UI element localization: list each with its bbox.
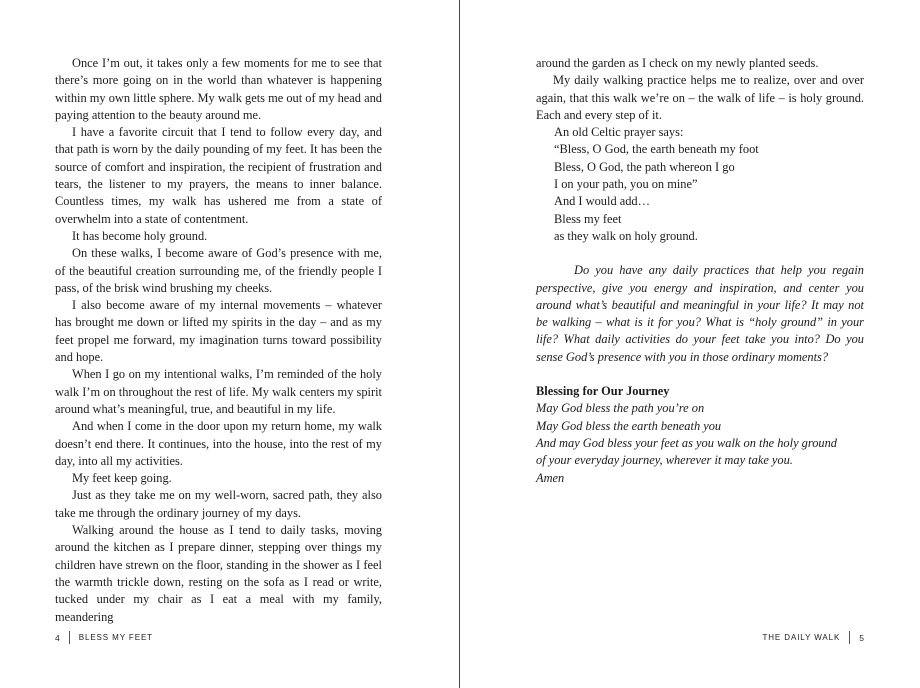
blessing-heading: Blessing for Our Journey: [536, 384, 670, 399]
prayer-line: as they walk on holy ground.: [554, 228, 698, 243]
blessing-line: Amen: [536, 470, 565, 485]
body-paragraph: Walking around the house as I tend to daily tasks, moving around the kitchen as I prepare dinner, stepping over things my children have strewn on the floor, standing in the shower as I feel the warmth trickle down, resting on the sofa as I read or write, tucked under my chair as I eat a meal with my family, meandering: [55, 523, 382, 624]
body-paragraph: Once I’m out, it takes only a few moments for me to see that there’s more going on in the world than whatever is happening within my own little sphere. My walk gets me out of my head and paying attention to the beauty around me.: [55, 56, 382, 122]
blessing-line: May God bless the earth beneath you: [536, 418, 722, 433]
footer-divider: [69, 631, 70, 644]
footer-divider: [849, 631, 850, 644]
body-paragraph: It has become holy ground.: [72, 228, 208, 243]
left-page: [0, 0, 459, 688]
blessing-line: of your everyday journey, wherever it may take you.: [536, 453, 793, 468]
running-head: BLESS MY FEET: [78, 633, 153, 642]
body-paragraph: When I go on my intentional walks, I’m reminded of the holy walk I’m on throughout the rest of life. My walk centers my spirit around what’s meaningful, true, and beautiful in my life.: [55, 367, 382, 416]
body-paragraph: On these walks, I become aware of God’s presence with me, of the beautiful creation surrounding me, of the friendly people I pass, of the brisk wind brushing my cheeks.: [55, 246, 382, 295]
prayer-line: I on your path, you on mine”: [554, 177, 698, 192]
right-page: [460, 0, 920, 688]
prayer-line: Bless, O God, the path whereon I go: [554, 159, 735, 174]
body-paragraph: I have a favorite circuit that I tend to follow every day, and that path is worn by the daily pounding of my feet. It has been the source of comfort and inspiration, the recipient of frustration and tears, the listener to my prayers, the means to inner balance. Countless times, my walk has ushered me from a state of overwhelm into a state of contentment.: [55, 125, 382, 226]
page-number: 4: [55, 632, 60, 643]
right-page-body: [536, 55, 864, 487]
body-paragraph: I also become aware of my internal movements – whatever has brought me down or lifted my spirits in the day – and as my feet propel me forward, my imagination turns toward possibility and hope.: [55, 298, 382, 365]
prayer-line: “Bless, O God, the earth beneath my foot: [554, 142, 759, 157]
left-page-footer: [55, 631, 153, 644]
body-paragraph: My daily walking practice helps me to realize, over and over again, that this walk we’re on – the walk of life – is holy ground. Each and every step of it.: [536, 73, 864, 122]
right-page-footer: [762, 631, 864, 644]
blessing-line: May God bless the path you’re on: [536, 401, 705, 416]
prayer-line: And I would add…: [554, 194, 651, 209]
prayer-line: Bless my feet: [554, 211, 622, 226]
left-page-body: [55, 55, 382, 626]
page-number: 5: [859, 632, 864, 643]
body-paragraph: And when I come in the door upon my return home, my walk doesn’t end there. It continues, into the house, into the rest of my day, into all my activities.: [55, 419, 382, 468]
body-paragraph: Just as they take me on my well-worn, sacred path, they also take me through the ordinary journey of my days.: [55, 488, 382, 520]
body-paragraph: My feet keep going.: [72, 471, 172, 486]
prayer-intro: An old Celtic prayer says:: [554, 125, 684, 140]
blessing-line: And may God bless your feet as you walk on the holy ground: [536, 435, 837, 450]
continuation-line: around the garden as I check on my newly planted seeds.: [536, 56, 819, 70]
running-head: THE DAILY WALK: [762, 633, 841, 642]
reflection-questions: Do you have any daily practices that help you regain perspective, give you energy and inspiration, and center you around what’s beautiful and meaningful in your life? It may not be walking – what is it for you? What is “holy ground” in your life? What daily activities do your feet take you into? Do you sense God’s presence with you in those ordinary moments?: [536, 263, 864, 364]
